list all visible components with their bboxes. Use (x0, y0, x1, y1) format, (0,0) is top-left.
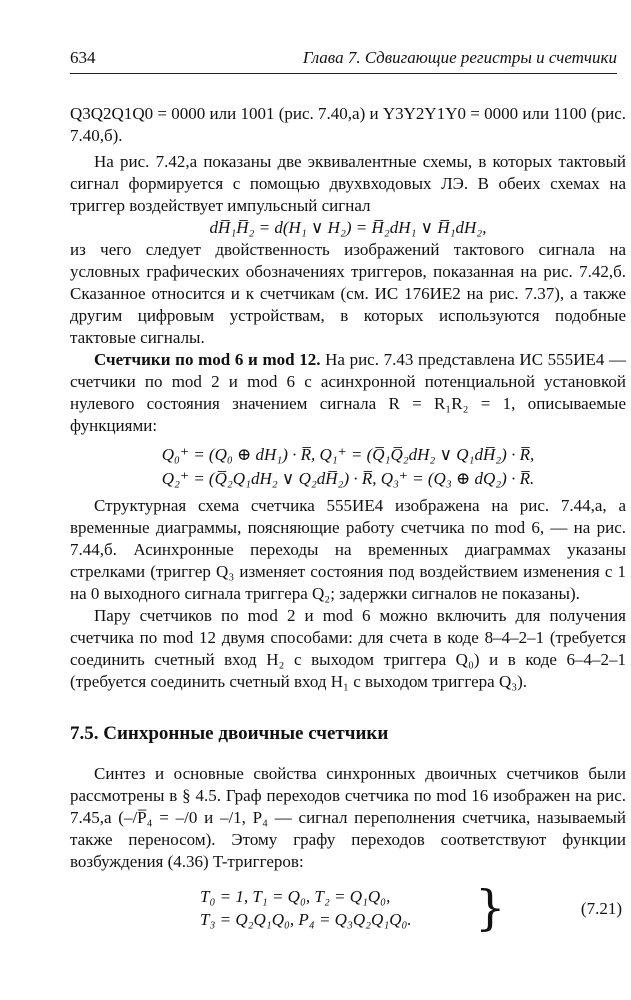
paragraph-2: На рис. 7.42,а показаны две эквивалентные схемы, в которых тактовый сигнал формируется с помощью двухвходовых ЛЭ. В обеих схемах на триггер воздействует импульсный сигнал (70, 152, 626, 215)
equation-brace: } (475, 880, 506, 936)
equation-line-2: T₃ = Q₂Q₁Q₀, P₄ = Q₃Q₂Q₁Q₀. (200, 910, 412, 929)
formula-line-1: Q₀⁺ = (Q₀ ⊕ dH₁) · R̅, Q₁⁺ = (Q̅₁Q̅₂dH₂ ∨ Q₁dH̅₂) · R̅, (161, 445, 535, 464)
formula-clock: dH̅₁H̅₂ = d(H₁ ∨ H₂) = H̅₂dH₁ ∨ H̅₁dH₂, (209, 218, 487, 237)
page-body (70, 103, 626, 935)
paragraph-1: Q3Q2Q1Q0 = 0000 или 1001 (рис. 7.40,а) и Y3Y2Y1Y0 = 0000 или 1100 (рис. 7.40,б). (70, 104, 626, 145)
paragraph-4-heading: Счетчики по mod 6 и mod 12. (94, 350, 321, 369)
paragraph-4 (70, 349, 626, 437)
formula-block-counter (70, 443, 626, 491)
section-heading: 7.5. Синхронные двоичные счетчики (70, 723, 389, 744)
equation-line-1: T₀ = 1, T₁ = Q₀, T₂ = Q₁Q₀, (200, 887, 391, 906)
equation-lines (200, 885, 412, 931)
paragraph-6: Пару счетчиков по mod 2 и mod 6 можно включить для получения счетчика по mod 12 двумя способами: для счета в коде 8–4–2–1 (требуется соединить счетный вход H₂ с выходом триггера Q₀) и в коде 6–4–2–1 (требуется соединить счетный вход H₁ с выходом триггера Q₃). (70, 606, 626, 691)
page-number: 634 (70, 48, 96, 67)
paragraph-3: из чего следует двойственность изображений тактового сигнала на условных графических обозначениях триггеров, показанная на рис. 7.42,б. Сказанное относится и к счетчикам (см. ИС 176ИЕ2 на рис. 7.37), а также другим цифровым устройствам, в которых используются подобные тактовые сигналы. (70, 240, 626, 347)
paragraph-5: Структурная схема счетчика 555ИЕ4 изображена на рис. 7.44,а, а временные диаграммы, поясняющие работу счетчика по mod 6, — на рис. 7.44,б. Асинхронные переходы на временных диаграммах указаны стрелками (триггер Q₃ изменяет состояния под воздействием изменения с 1 на 0 выходного сигнала триггера Q₂; задержки сигналов не показаны). (70, 496, 626, 603)
running-title: Глава 7. Сдвигающие регистры и счетчики (302, 48, 617, 67)
paragraph-7: Синтез и основные свойства синхронных двоичных счетчиков были рассмотрены в § 4.5. Граф переходов счетчика по mod 16 изображен на рис. 7.45,а (–/P̅₄ = –/0 и –/1, P₄ — сигнал переполнения счетчика, называемый также переносом). Этому графу переходов соответствуют функции возбуждения (4.36) T-триггеров: (70, 764, 626, 871)
formula-line-2: Q₂⁺ = (Q̅₂Q₁dH₂ ∨ Q₂dH̅₂) · R̅, Q₃⁺ = (Q₃ ⊕ dQ₂) · R̅. (161, 469, 535, 488)
equation-number: (7.21) (580, 899, 622, 918)
paragraph-4-text: На рис. 7.43 представлена ИС 555ИЕ4 — счетчики по mod 2 и mod 6 с асинхронной потенциальной установкой нулевого состояния значением сигнала R = R₁R₂ = 1, описываемые функциями: (70, 350, 626, 435)
equation-7-21 (70, 880, 626, 936)
running-header (70, 48, 617, 74)
